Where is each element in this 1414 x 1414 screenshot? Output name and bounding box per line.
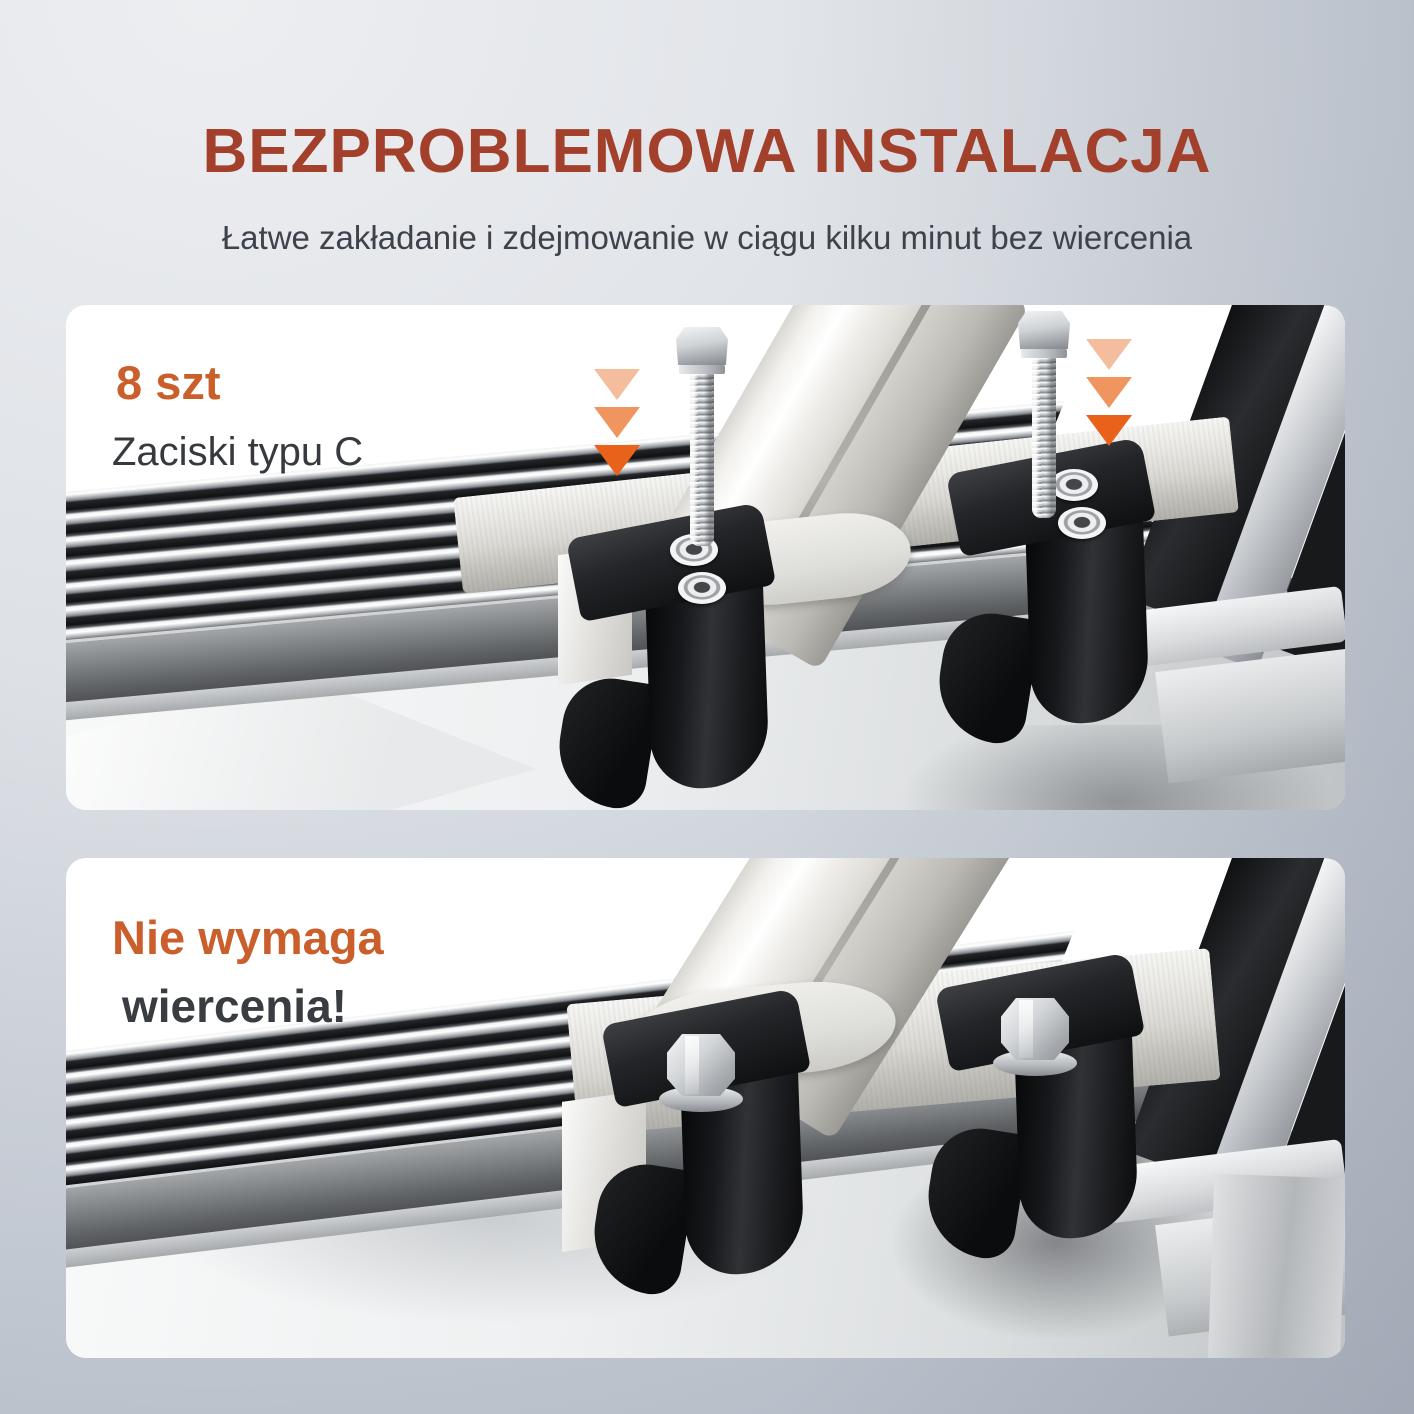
hex-facet xyxy=(685,1036,699,1094)
installed-bolt-head xyxy=(655,1034,747,1122)
insert-arrows-right-icon xyxy=(1086,339,1132,446)
hex-head xyxy=(667,1034,735,1096)
bolt-collar xyxy=(1021,349,1067,358)
panel-no-drilling xyxy=(66,858,1345,1358)
down-arrow-icon xyxy=(1086,377,1132,408)
bolt-head xyxy=(676,327,728,365)
down-arrow-icon xyxy=(594,445,640,476)
c-clamp-left xyxy=(566,520,786,810)
insert-arrows-left-icon xyxy=(594,369,640,476)
no-drilling-label-2: wiercenia! xyxy=(122,980,347,1032)
down-arrow-icon xyxy=(1086,415,1132,446)
down-arrow-icon xyxy=(594,407,640,438)
no-drilling-label: Nie wymaga xyxy=(112,911,384,964)
bolt-threaded-shaft xyxy=(690,374,714,546)
quantity-label: 8 szt xyxy=(116,356,221,409)
page-subtitle: Łatwe zakładanie i zdejmowanie w ciągu kilku minut bez wiercenia xyxy=(221,219,1193,256)
hex-bolt-left xyxy=(676,327,728,546)
down-arrow-icon xyxy=(1086,339,1132,370)
caption-no-drilling xyxy=(112,910,384,1033)
bolt-threaded-shaft xyxy=(1032,358,1056,518)
c-clamp-right xyxy=(935,970,1155,1310)
hex-bolt-right xyxy=(1018,311,1070,518)
c-clamp-left xyxy=(601,1006,821,1346)
photo-installed-view xyxy=(66,858,1345,1358)
bolt-head xyxy=(1018,311,1070,349)
washer xyxy=(678,572,726,604)
bed-side-panel xyxy=(1208,1174,1345,1358)
down-arrow-icon xyxy=(594,369,640,400)
clamp-hook xyxy=(551,672,662,810)
clamp-hook xyxy=(931,607,1042,748)
caption-clamp-quantity xyxy=(112,355,363,475)
bed-ledge-lower xyxy=(1155,643,1345,784)
clamp-hook xyxy=(920,1122,1031,1263)
photo-exploded-view xyxy=(66,305,1345,810)
hex-facet xyxy=(1019,1000,1033,1058)
installed-bolt-head xyxy=(989,998,1081,1086)
part-name-label: Zaciski typu C xyxy=(112,430,364,474)
bolt-collar xyxy=(679,365,725,374)
page-title: BEZPROBLEMOWA INSTALACJA xyxy=(202,117,1212,186)
clamp-hook xyxy=(586,1158,697,1299)
hex-head xyxy=(1001,998,1069,1060)
panel-clamp-quantity xyxy=(66,305,1345,810)
